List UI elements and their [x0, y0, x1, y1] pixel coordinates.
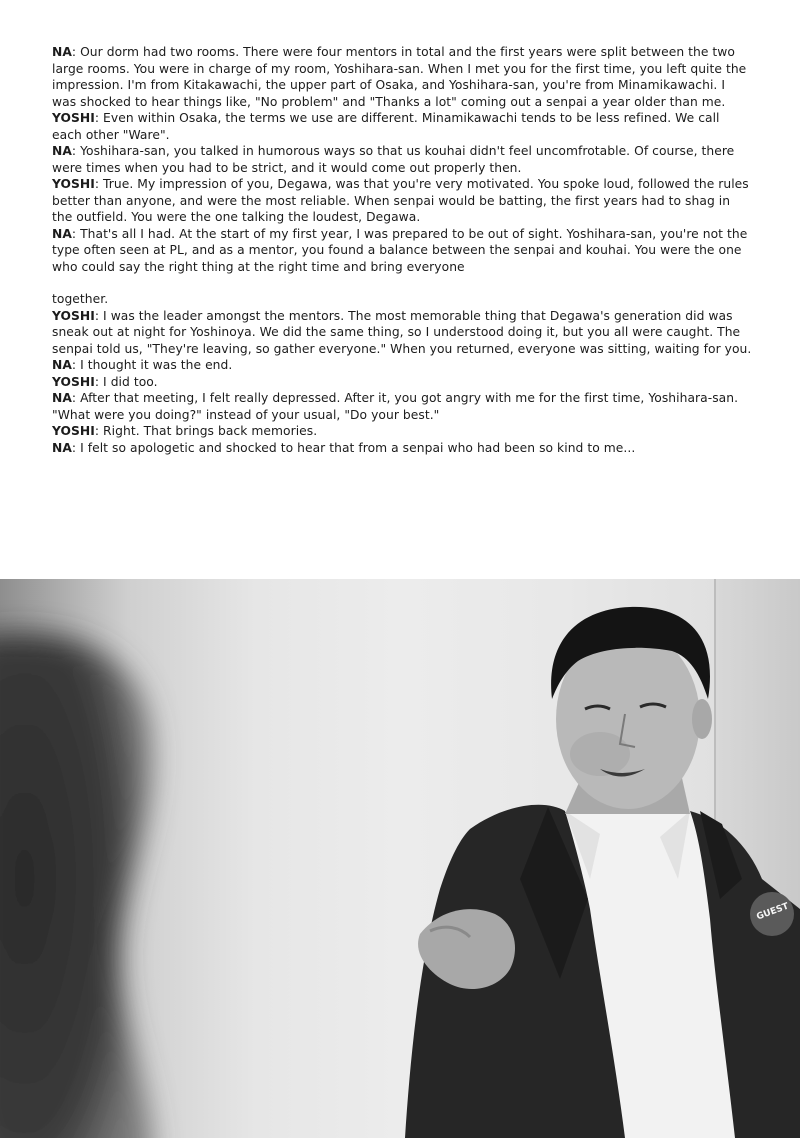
speaker-label: NA [52, 440, 72, 455]
dialogue-line [52, 374, 752, 391]
dialogue-line [52, 423, 752, 440]
speaker-label: NA [52, 45, 72, 59]
speaker-label: NA [52, 358, 72, 372]
speaker-label: NA [52, 144, 72, 158]
blurred-foreground-person [0, 633, 152, 1138]
speaker-label: NA [52, 226, 72, 241]
photo-illustration [0, 579, 800, 1138]
speaker-label: YOSHI [52, 374, 95, 389]
speaker-label: YOSHI [52, 111, 95, 125]
speaker-label: NA [52, 391, 72, 405]
dialogue-text: : That's all I had. At the start of my first year, I was prepared to be out of sight. Yoshihara-san, you're not the type often seen at PL, and as a mentor, you found a balance between the senpai and kouhai. You were the one who could say the right thing at the right time and bring everyone [52, 226, 748, 274]
dialogue-text: : I did too. [94, 374, 158, 389]
dialogue-text: : Even within Osaka, the terms we use are different. Minamikawachi tends to be less refined. We call each other "Ware". [52, 111, 720, 142]
speaker-label: YOSHI [52, 424, 95, 438]
dialogue-text: : I felt so apologetic and shocked to hear that from a senpai who had been so kind to me... [71, 440, 636, 455]
interview-transcript [52, 44, 752, 456]
dialogue-text: : Right. That brings back memories. [94, 424, 318, 438]
ear [692, 699, 712, 739]
dialogue-line [52, 440, 752, 457]
speaker-label: YOSHI [52, 177, 95, 191]
dialogue-text: : I was the leader amongst the mentors. The most memorable thing that Degawa's generation did was sneak out at night for Yoshinoya. We did the same thing, so I understood doing it, but you all were caught. The senpai told us, "They're leaving, so gather everyone." When you returned, everyone was sitting, waiting for you. [52, 308, 752, 356]
dialogue-line [52, 357, 752, 374]
dialogue-text: : True. My impression of you, Degawa, was that you're very motivated. You spoke loud, followed the rules better than anyone, and were the most reliable. When senpai would be batting, the first years had to shag in the outfield. You were the one talking the loudest, Degawa. [52, 177, 749, 224]
dialogue-line [52, 291, 752, 308]
dialogue-text: : Yoshihara-san, you talked in humorous ways so that us kouhai didn't feel uncomfrotable. Of course, there were times when you had to be strict, and it would come out properly then. [52, 144, 735, 175]
dialogue-text: : I thought it was the end. [71, 358, 233, 372]
dialogue-text: : After that meeting, I felt really depressed. After it, you got angry with me for the first time, Yoshihara-san. "What were you doing?" instead of your usual, "Do your best." [52, 391, 739, 422]
dialogue-line [52, 390, 752, 423]
dialogue-line [52, 226, 752, 276]
dialogue-text: : Our dorm had two rooms. There were four mentors in total and the first years were split between the two large rooms. You were in charge of my room, Yoshihara-san. When I met you for the first time, you left quite the impression. I'm from Kitakawachi, the upper part of Osaka, and Yoshihara-san, you're from Minamikawachi. I was shocked to hear things like, "No problem" and "Thanks a lot" coming out a senpai a year older than me. [52, 45, 747, 109]
dialogue-text: together. [52, 292, 109, 306]
dialogue-line [52, 110, 752, 143]
guest-badge-label: GUEST [755, 901, 791, 923]
speaker-label: YOSHI [52, 308, 95, 323]
dialogue-line [52, 143, 752, 176]
interview-photo [0, 579, 800, 1138]
dialogue-line [52, 308, 752, 358]
dialogue-line [52, 176, 752, 226]
dialogue-line [52, 44, 752, 110]
